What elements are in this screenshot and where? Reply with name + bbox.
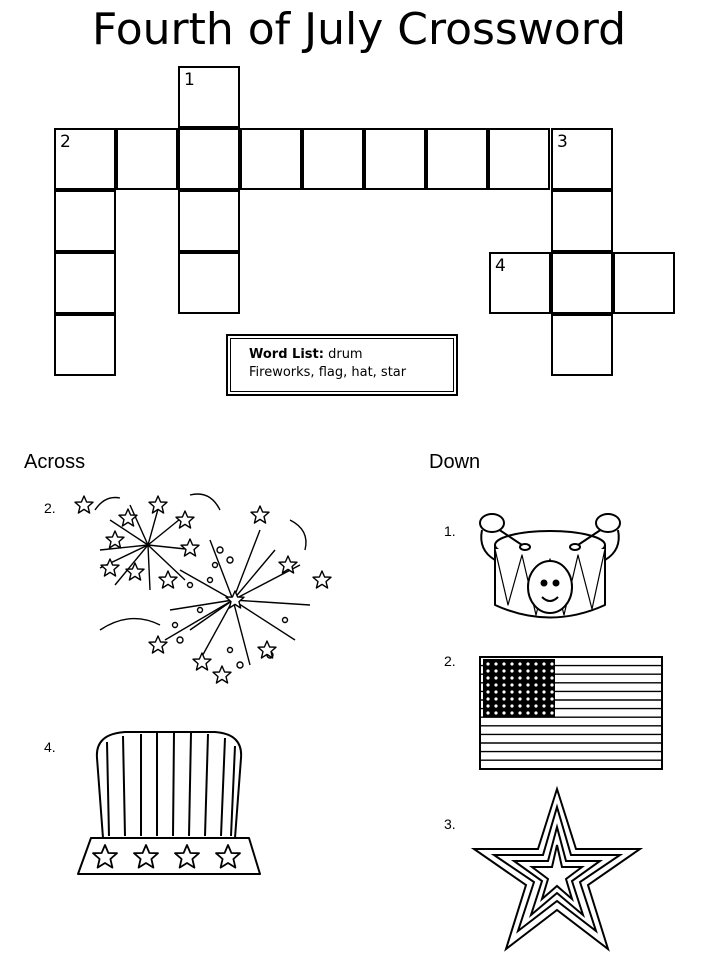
clue-number-1: 1	[184, 70, 195, 90]
down-clue-number: 3.	[444, 816, 456, 832]
word-list-line1: drum	[328, 347, 363, 362]
uncle-sam-hat-icon	[75, 728, 265, 878]
clue-number-3: 3	[557, 132, 568, 152]
grid-cell[interactable]	[364, 128, 426, 190]
down-clue-number: 1.	[444, 523, 456, 539]
grid-cell[interactable]	[178, 128, 240, 190]
grid-cell[interactable]	[488, 128, 550, 190]
clue-number-4: 4	[495, 256, 506, 276]
star-icon	[472, 785, 642, 955]
grid-cell[interactable]	[551, 314, 613, 376]
word-list-box	[226, 334, 458, 396]
across-clue-number: 4.	[44, 739, 56, 755]
across-clue-number: 2.	[44, 500, 56, 516]
down-clue-number: 2.	[444, 653, 456, 669]
grid-cell[interactable]	[551, 190, 613, 252]
grid-cell[interactable]	[178, 190, 240, 252]
grid-cell[interactable]	[551, 252, 613, 314]
word-list-line2: Fireworks, flag, hat, star	[249, 365, 407, 380]
grid-cell[interactable]	[116, 128, 178, 190]
clue-number-2: 2	[60, 132, 71, 152]
grid-cell[interactable]	[613, 252, 675, 314]
grid-cell[interactable]	[302, 128, 364, 190]
page-title: Fourth of July Crossword	[91, 4, 627, 55]
grid-cell[interactable]	[54, 252, 116, 314]
grid-cell[interactable]	[240, 128, 302, 190]
grid-cell-4-across[interactable]	[489, 252, 551, 314]
american-flag-icon	[479, 656, 663, 770]
grid-cell[interactable]	[54, 190, 116, 252]
word-list-label: Word List:	[249, 347, 324, 362]
fireworks-icon	[70, 490, 330, 690]
grid-cell[interactable]	[426, 128, 488, 190]
grid-cell-3-down[interactable]	[551, 128, 613, 190]
drum-icon	[470, 505, 630, 630]
grid-cell[interactable]	[54, 314, 116, 376]
down-heading: Down	[429, 451, 481, 473]
across-heading: Across	[24, 451, 86, 473]
grid-cell-2-across[interactable]	[54, 128, 116, 190]
grid-cell[interactable]	[178, 252, 240, 314]
grid-cell-1-down[interactable]	[178, 66, 240, 128]
